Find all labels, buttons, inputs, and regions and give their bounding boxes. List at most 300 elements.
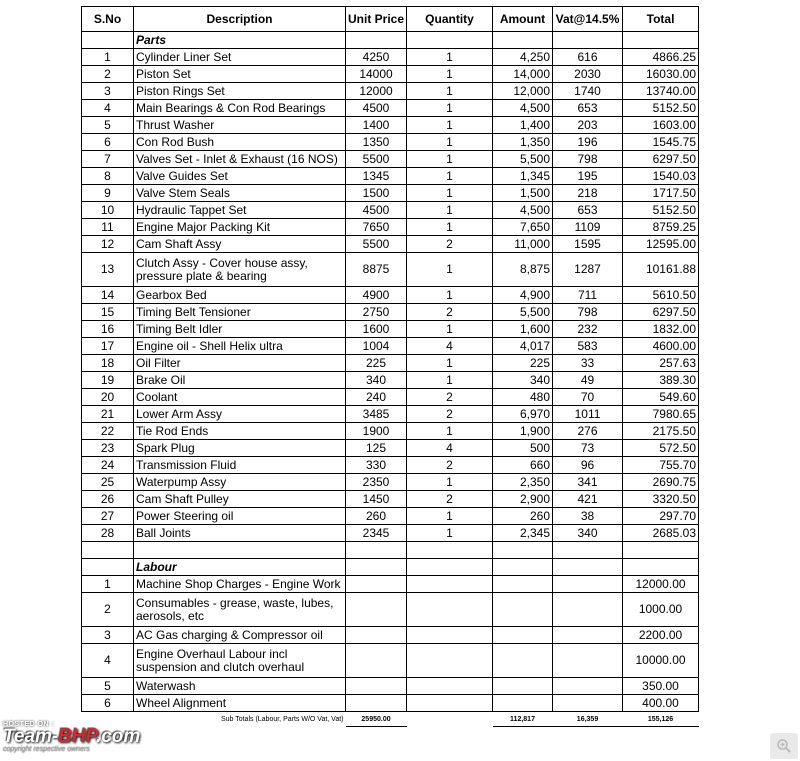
- empty-cell: [346, 644, 407, 678]
- total-cell: 2690.75: [623, 474, 699, 491]
- sno-cell: 24: [82, 457, 134, 474]
- unit-price-cell: 12000: [346, 83, 407, 100]
- sno-cell: 26: [82, 491, 134, 508]
- total-cell: 1000.00: [623, 593, 699, 627]
- vat-cell: 711: [553, 287, 623, 304]
- unit-price-cell: 225: [346, 355, 407, 372]
- total-cell: 12000.00: [623, 576, 699, 593]
- sno-cell: 7: [82, 151, 134, 168]
- empty-cell: [623, 32, 699, 49]
- total-cell: 1540.03: [623, 168, 699, 185]
- quantity-cell: 1: [407, 253, 493, 287]
- table-row: [82, 236, 699, 253]
- unit-price-cell: 14000: [346, 66, 407, 83]
- total-cell: 4866.25: [623, 49, 699, 66]
- empty-cell: [407, 542, 493, 559]
- sno-cell: 4: [82, 100, 134, 117]
- sno-cell: 6: [82, 695, 134, 712]
- total-cell: 549.60: [623, 389, 699, 406]
- total-cell: 755.70: [623, 457, 699, 474]
- col-header-unit-price: Unit Price: [346, 7, 407, 32]
- description-cell: Waterwash: [134, 678, 346, 695]
- table-row: [82, 491, 699, 508]
- amount-cell: 1,500: [493, 185, 553, 202]
- zoom-in-icon[interactable]: [770, 733, 798, 759]
- sno-cell: 17: [82, 338, 134, 355]
- empty-cell: [407, 32, 493, 49]
- empty-cell: [82, 542, 134, 559]
- table-row: [82, 134, 699, 151]
- col-header-quantity: Quantity: [407, 7, 493, 32]
- description-cell: Ball Joints: [134, 525, 346, 542]
- total-cell: 5152.50: [623, 202, 699, 219]
- amount-cell: 340: [493, 372, 553, 389]
- sno-cell: 20: [82, 389, 134, 406]
- amount-cell: 11,000: [493, 236, 553, 253]
- empty-cell: [134, 542, 346, 559]
- total-cell: 10161.88: [623, 253, 699, 287]
- empty-cell: [553, 678, 623, 695]
- description-cell: Cylinder Liner Set: [134, 49, 346, 66]
- quantity-cell: 1: [407, 372, 493, 389]
- quantity-cell: 1: [407, 474, 493, 491]
- unit-price-cell: 240: [346, 389, 407, 406]
- quantity-cell: 1: [407, 83, 493, 100]
- table-row: [82, 219, 699, 236]
- unit-price-cell: 2350: [346, 474, 407, 491]
- amount-cell: 1,900: [493, 423, 553, 440]
- sno-cell: 11: [82, 219, 134, 236]
- empty-cell: [493, 627, 553, 644]
- unit-price-cell: 260: [346, 508, 407, 525]
- table-row: [82, 372, 699, 389]
- amount-cell: 4,250: [493, 49, 553, 66]
- blank-row: [82, 542, 699, 559]
- vat-cell: 341: [553, 474, 623, 491]
- vat-cell: 232: [553, 321, 623, 338]
- empty-cell: [493, 559, 553, 576]
- amount-cell: 14,000: [493, 66, 553, 83]
- sno-cell: 3: [82, 627, 134, 644]
- description-cell: Cam Shaft Pulley: [134, 491, 346, 508]
- table-row: [82, 168, 699, 185]
- total-cell: 5152.50: [623, 100, 699, 117]
- col-header-vat: Vat@14.5%: [553, 7, 623, 32]
- amount-cell: 5,500: [493, 151, 553, 168]
- empty-cell: [493, 695, 553, 712]
- amount-cell: 660: [493, 457, 553, 474]
- section-row-parts: [82, 32, 699, 49]
- empty-cell: [493, 32, 553, 49]
- quantity-cell: 2: [407, 389, 493, 406]
- amount-cell: 6,970: [493, 406, 553, 423]
- sno-cell: 16: [82, 321, 134, 338]
- vat-cell: 653: [553, 202, 623, 219]
- amount-cell: 1,345: [493, 168, 553, 185]
- header-row: [82, 7, 699, 32]
- quantity-cell: 1: [407, 219, 493, 236]
- total-cell: 16030.00: [623, 66, 699, 83]
- unit-price-cell: 1004: [346, 338, 407, 355]
- vat-cell: 616: [553, 49, 623, 66]
- sno-cell: 27: [82, 508, 134, 525]
- quantity-cell: 1: [407, 117, 493, 134]
- total-cell: 1832.00: [623, 321, 699, 338]
- quantity-cell: 4: [407, 338, 493, 355]
- description-cell: Power Steering oil: [134, 508, 346, 525]
- section-label-parts: Parts: [134, 32, 346, 49]
- description-cell: Brake Oil: [134, 372, 346, 389]
- vat-cell: 70: [553, 389, 623, 406]
- unit-price-cell: 1450: [346, 491, 407, 508]
- vat-cell: 1740: [553, 83, 623, 100]
- subtotal-total: 155,126: [623, 712, 699, 727]
- quantity-cell: 2: [407, 491, 493, 508]
- table-row: [82, 321, 699, 338]
- description-cell: Clutch Assy - Cover house assy, pressure plate & bearing: [134, 253, 346, 287]
- subtotal-unit-price: 25950.00: [346, 712, 407, 727]
- empty-cell: [346, 576, 407, 593]
- vat-cell: 49: [553, 372, 623, 389]
- description-cell: Engine oil - Shell Helix ultra: [134, 338, 346, 355]
- empty-cell: [407, 644, 493, 678]
- total-cell: 1717.50: [623, 185, 699, 202]
- empty-cell: [407, 695, 493, 712]
- description-cell: Valves Set - Inlet & Exhaust (16 NOS): [134, 151, 346, 168]
- description-cell: Timing Belt Idler: [134, 321, 346, 338]
- total-cell: 2685.03: [623, 525, 699, 542]
- total-cell: 6297.50: [623, 304, 699, 321]
- amount-cell: 4,017: [493, 338, 553, 355]
- unit-price-cell: 2345: [346, 525, 407, 542]
- sno-cell: 2: [82, 593, 134, 627]
- sno-cell: 12: [82, 236, 134, 253]
- watermark-hosted-label: HOSTED ON :: [3, 721, 55, 728]
- description-cell: Wheel Alignment: [134, 695, 346, 712]
- empty-cell: [407, 712, 493, 727]
- sno-cell: 23: [82, 440, 134, 457]
- description-cell: Engine Major Packing Kit: [134, 219, 346, 236]
- amount-cell: 12,000: [493, 83, 553, 100]
- empty-cell: [553, 644, 623, 678]
- table-row: [82, 457, 699, 474]
- amount-cell: 260: [493, 508, 553, 525]
- empty-cell: [553, 576, 623, 593]
- quantity-cell: 2: [407, 457, 493, 474]
- total-cell: 1603.00: [623, 117, 699, 134]
- vat-cell: 340: [553, 525, 623, 542]
- amount-cell: 500: [493, 440, 553, 457]
- vat-cell: 1287: [553, 253, 623, 287]
- description-cell: Piston Set: [134, 66, 346, 83]
- sno-cell: 13: [82, 253, 134, 287]
- total-cell: 572.50: [623, 440, 699, 457]
- total-cell: 8759.25: [623, 219, 699, 236]
- sno-cell: 25: [82, 474, 134, 491]
- description-cell: Valve Stem Seals: [134, 185, 346, 202]
- empty-cell: [493, 678, 553, 695]
- unit-price-cell: 1400: [346, 117, 407, 134]
- table-row: [82, 185, 699, 202]
- total-cell: 12595.00: [623, 236, 699, 253]
- description-cell: Piston Rings Set: [134, 83, 346, 100]
- sno-cell: 1: [82, 49, 134, 66]
- invoice-table: [81, 6, 699, 727]
- sno-cell: 1: [82, 576, 134, 593]
- description-cell: Gearbox Bed: [134, 287, 346, 304]
- vat-cell: 2030: [553, 66, 623, 83]
- description-cell: Tie Rod Ends: [134, 423, 346, 440]
- description-cell: Con Rod Bush: [134, 134, 346, 151]
- empty-cell: [553, 627, 623, 644]
- unit-price-cell: 8875: [346, 253, 407, 287]
- sno-cell: 3: [82, 83, 134, 100]
- table-row: [82, 525, 699, 542]
- description-cell: Lower Arm Assy: [134, 406, 346, 423]
- description-cell: Valve Guides Set: [134, 168, 346, 185]
- vat-cell: 195: [553, 168, 623, 185]
- empty-cell: [553, 32, 623, 49]
- table-row: [82, 355, 699, 372]
- amount-cell: 4,500: [493, 202, 553, 219]
- sno-cell: 15: [82, 304, 134, 321]
- amount-cell: 1,400: [493, 117, 553, 134]
- unit-price-cell: 1350: [346, 134, 407, 151]
- sno-cell: 14: [82, 287, 134, 304]
- sno-cell: 28: [82, 525, 134, 542]
- total-cell: 400.00: [623, 695, 699, 712]
- watermark-copyright: copyright respective owners: [3, 746, 90, 753]
- table-row: [82, 338, 699, 355]
- description-cell: Waterpump Assy: [134, 474, 346, 491]
- unit-price-cell: 1500: [346, 185, 407, 202]
- team-bhp-logo: Team-BHP.com: [3, 726, 141, 747]
- table-row: [82, 627, 699, 644]
- col-header-amount: Amount: [493, 7, 553, 32]
- vat-cell: 583: [553, 338, 623, 355]
- unit-price-cell: 4500: [346, 202, 407, 219]
- vat-cell: 1595: [553, 236, 623, 253]
- total-cell: 350.00: [623, 678, 699, 695]
- amount-cell: 4,500: [493, 100, 553, 117]
- empty-cell: [346, 627, 407, 644]
- description-cell: Spark Plug: [134, 440, 346, 457]
- sno-cell: 5: [82, 678, 134, 695]
- empty-cell: [346, 678, 407, 695]
- sno-cell: 19: [82, 372, 134, 389]
- empty-cell: [407, 576, 493, 593]
- empty-cell: [553, 542, 623, 559]
- unit-price-cell: 4250: [346, 49, 407, 66]
- unit-price-cell: 2750: [346, 304, 407, 321]
- description-cell: Consumables - grease, waste, lubes, aerosols, etc: [134, 593, 346, 627]
- empty-cell: [346, 32, 407, 49]
- vat-cell: 218: [553, 185, 623, 202]
- vat-cell: 203: [553, 117, 623, 134]
- table-row: [82, 117, 699, 134]
- subtotal-amount: 112,817: [493, 712, 553, 727]
- table-row: [82, 593, 699, 627]
- description-cell: Coolant: [134, 389, 346, 406]
- table-row: [82, 474, 699, 491]
- quantity-cell: 1: [407, 423, 493, 440]
- empty-cell: [407, 559, 493, 576]
- description-cell: Transmission Fluid: [134, 457, 346, 474]
- amount-cell: 7,650: [493, 219, 553, 236]
- col-header-total: Total: [623, 7, 699, 32]
- amount-cell: 225: [493, 355, 553, 372]
- amount-cell: 5,500: [493, 304, 553, 321]
- quantity-cell: 1: [407, 287, 493, 304]
- empty-cell: [346, 695, 407, 712]
- unit-price-cell: 1345: [346, 168, 407, 185]
- sno-cell: 9: [82, 185, 134, 202]
- unit-price-cell: 1600: [346, 321, 407, 338]
- quantity-cell: 1: [407, 100, 493, 117]
- total-cell: 3320.50: [623, 491, 699, 508]
- description-cell: Hydraulic Tappet Set: [134, 202, 346, 219]
- empty-cell: [407, 627, 493, 644]
- amount-cell: 2,345: [493, 525, 553, 542]
- description-cell: AC Gas charging & Compressor oil: [134, 627, 346, 644]
- vat-cell: 196: [553, 134, 623, 151]
- unit-price-cell: 7650: [346, 219, 407, 236]
- unit-price-cell: 3485: [346, 406, 407, 423]
- table-row: [82, 287, 699, 304]
- vat-cell: 798: [553, 304, 623, 321]
- description-cell: Main Bearings & Con Rod Bearings: [134, 100, 346, 117]
- total-cell: 297.70: [623, 508, 699, 525]
- table-row: [82, 440, 699, 457]
- table-body: [82, 32, 699, 727]
- table-row: [82, 389, 699, 406]
- description-cell: Timing Belt Tensioner: [134, 304, 346, 321]
- table-row: [82, 49, 699, 66]
- unit-price-cell: 4900: [346, 287, 407, 304]
- description-cell: Thrust Washer: [134, 117, 346, 134]
- amount-cell: 4,900: [493, 287, 553, 304]
- empty-cell: [346, 559, 407, 576]
- sno-cell: 2: [82, 66, 134, 83]
- empty-cell: [407, 678, 493, 695]
- amount-cell: 1,350: [493, 134, 553, 151]
- section-row-labour: [82, 559, 699, 576]
- amount-cell: 480: [493, 389, 553, 406]
- sno-cell: 5: [82, 117, 134, 134]
- quantity-cell: 1: [407, 355, 493, 372]
- subtotals-label: Sub Totals (Labour, Parts W/O Vat, Vat): [220, 715, 344, 723]
- total-cell: 2175.50: [623, 423, 699, 440]
- empty-cell: [493, 644, 553, 678]
- quantity-cell: 1: [407, 168, 493, 185]
- col-header-sno: S.No: [82, 7, 134, 32]
- empty-cell: [493, 576, 553, 593]
- vat-cell: 798: [553, 151, 623, 168]
- col-header-description: Description: [134, 7, 346, 32]
- unit-price-cell: 4500: [346, 100, 407, 117]
- table-row: [82, 304, 699, 321]
- quantity-cell: 1: [407, 49, 493, 66]
- sno-cell: 8: [82, 168, 134, 185]
- sno-cell: 21: [82, 406, 134, 423]
- table-row: [82, 678, 699, 695]
- vat-cell: 73: [553, 440, 623, 457]
- unit-price-cell: 330: [346, 457, 407, 474]
- total-cell: 1545.75: [623, 134, 699, 151]
- vat-cell: 96: [553, 457, 623, 474]
- vat-cell: 653: [553, 100, 623, 117]
- quantity-cell: 2: [407, 236, 493, 253]
- empty-cell: [623, 559, 699, 576]
- unit-price-cell: 5500: [346, 151, 407, 168]
- sno-cell: 18: [82, 355, 134, 372]
- vat-cell: 38: [553, 508, 623, 525]
- table-row: [82, 100, 699, 117]
- description-cell: Cam Shaft Assy: [134, 236, 346, 253]
- table-row: [82, 66, 699, 83]
- empty-cell: [553, 593, 623, 627]
- table-row: [82, 83, 699, 100]
- empty-cell: [553, 559, 623, 576]
- empty-cell: [346, 593, 407, 627]
- vat-cell: 421: [553, 491, 623, 508]
- table-row: [82, 151, 699, 168]
- description-cell: Engine Overhaul Labour incl suspension and clutch overhaul: [134, 644, 346, 678]
- quantity-cell: 1: [407, 134, 493, 151]
- table-row: [82, 423, 699, 440]
- table-row: [82, 253, 699, 287]
- total-cell: 13740.00: [623, 83, 699, 100]
- amount-cell: 8,875: [493, 253, 553, 287]
- empty-cell: [407, 593, 493, 627]
- amount-cell: 1,600: [493, 321, 553, 338]
- vat-cell: 33: [553, 355, 623, 372]
- vat-cell: 1109: [553, 219, 623, 236]
- table-row: [82, 202, 699, 219]
- vat-cell: 1011: [553, 406, 623, 423]
- table-row: [82, 508, 699, 525]
- empty-cell: [82, 32, 134, 49]
- sno-cell: 22: [82, 423, 134, 440]
- description-cell: Oil Filter: [134, 355, 346, 372]
- total-cell: 4600.00: [623, 338, 699, 355]
- total-cell: 5610.50: [623, 287, 699, 304]
- total-cell: 7980.65: [623, 406, 699, 423]
- empty-cell: [623, 542, 699, 559]
- description-cell: Machine Shop Charges - Engine Work: [134, 576, 346, 593]
- unit-price-cell: 1900: [346, 423, 407, 440]
- table-row: [82, 406, 699, 423]
- quantity-cell: 1: [407, 151, 493, 168]
- sno-cell: 10: [82, 202, 134, 219]
- section-label-labour: Labour: [134, 559, 346, 576]
- quantity-cell: 1: [407, 321, 493, 338]
- quantity-cell: 1: [407, 508, 493, 525]
- unit-price-cell: 340: [346, 372, 407, 389]
- total-cell: 10000.00: [623, 644, 699, 678]
- empty-cell: [493, 542, 553, 559]
- unit-price-cell: 5500: [346, 236, 407, 253]
- quantity-cell: 2: [407, 406, 493, 423]
- empty-cell: [82, 559, 134, 576]
- table-row: [82, 644, 699, 678]
- quantity-cell: 2: [407, 304, 493, 321]
- subtotal-vat: 16,359: [553, 712, 623, 727]
- table-row: [82, 695, 699, 712]
- sno-cell: 4: [82, 644, 134, 678]
- table-row: [82, 576, 699, 593]
- amount-cell: 2,350: [493, 474, 553, 491]
